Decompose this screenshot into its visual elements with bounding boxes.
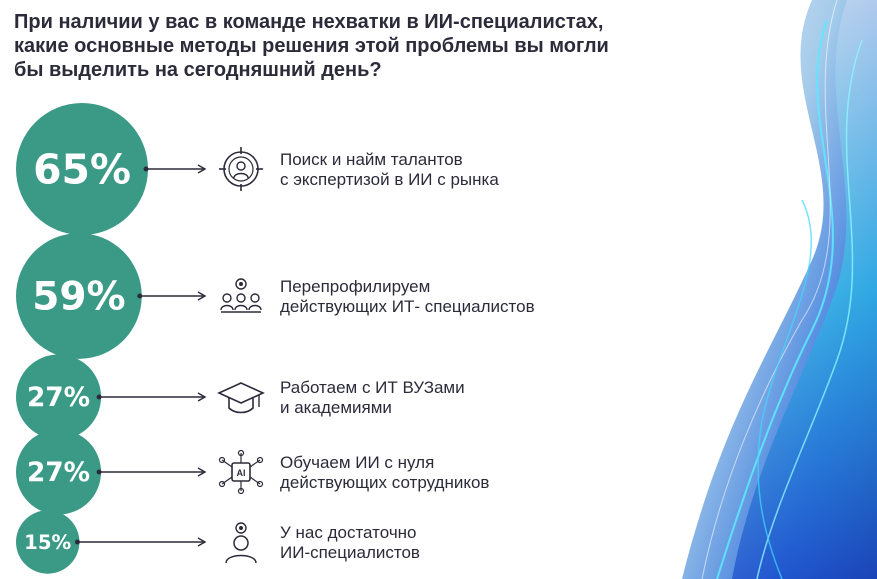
bubble-item [16, 354, 465, 439]
bubble-item [16, 429, 489, 514]
abstract-wave-decoration [662, 0, 877, 579]
method-label-line: действующих сотрудников [280, 473, 490, 492]
connector-dot [97, 395, 102, 400]
method-label-line: с экспертизой в ИИ с рынка [280, 170, 499, 189]
method-label-line: Работаем с ИТ ВУЗами [280, 378, 465, 397]
connector-dot [75, 540, 80, 545]
chart-title: При наличии у вас в команде нехватки в ИИ-специалистах, какие основные методы решения этой проблемы вы могли бы выделить на сегодняшний день? [14, 11, 609, 81]
target-person-icon [219, 147, 263, 191]
graduation-cap-icon [219, 383, 263, 413]
value-label: 65% [33, 145, 131, 194]
value-label: 15% [24, 530, 72, 554]
ai-chip-brain-icon [220, 451, 263, 494]
bubble-item [16, 233, 535, 359]
bubble-item [16, 103, 499, 235]
method-label-line: ИИ-специалистов [280, 543, 420, 562]
value-label: 27% [26, 457, 91, 489]
connector-dot [137, 294, 142, 299]
method-label-line: У нас достаточно [280, 523, 417, 542]
value-label: 59% [32, 274, 126, 320]
bubble-item [16, 510, 420, 573]
method-label-line: Перепрофилируем [280, 277, 431, 296]
value-label: 27% [26, 382, 91, 414]
method-label-line: действующих ИТ- специалистов [280, 297, 535, 316]
connector-dot [97, 470, 102, 475]
method-label-line: Обучаем ИИ с нуля [280, 453, 435, 472]
team-gear-icon [221, 279, 261, 312]
connector-dot [144, 167, 149, 172]
ai-specialist-icon [226, 523, 256, 563]
svg-text:AI: AI [236, 468, 246, 478]
method-label-line: и академиями [280, 398, 392, 417]
method-label-line: Поиск и найм талантов [280, 150, 463, 169]
